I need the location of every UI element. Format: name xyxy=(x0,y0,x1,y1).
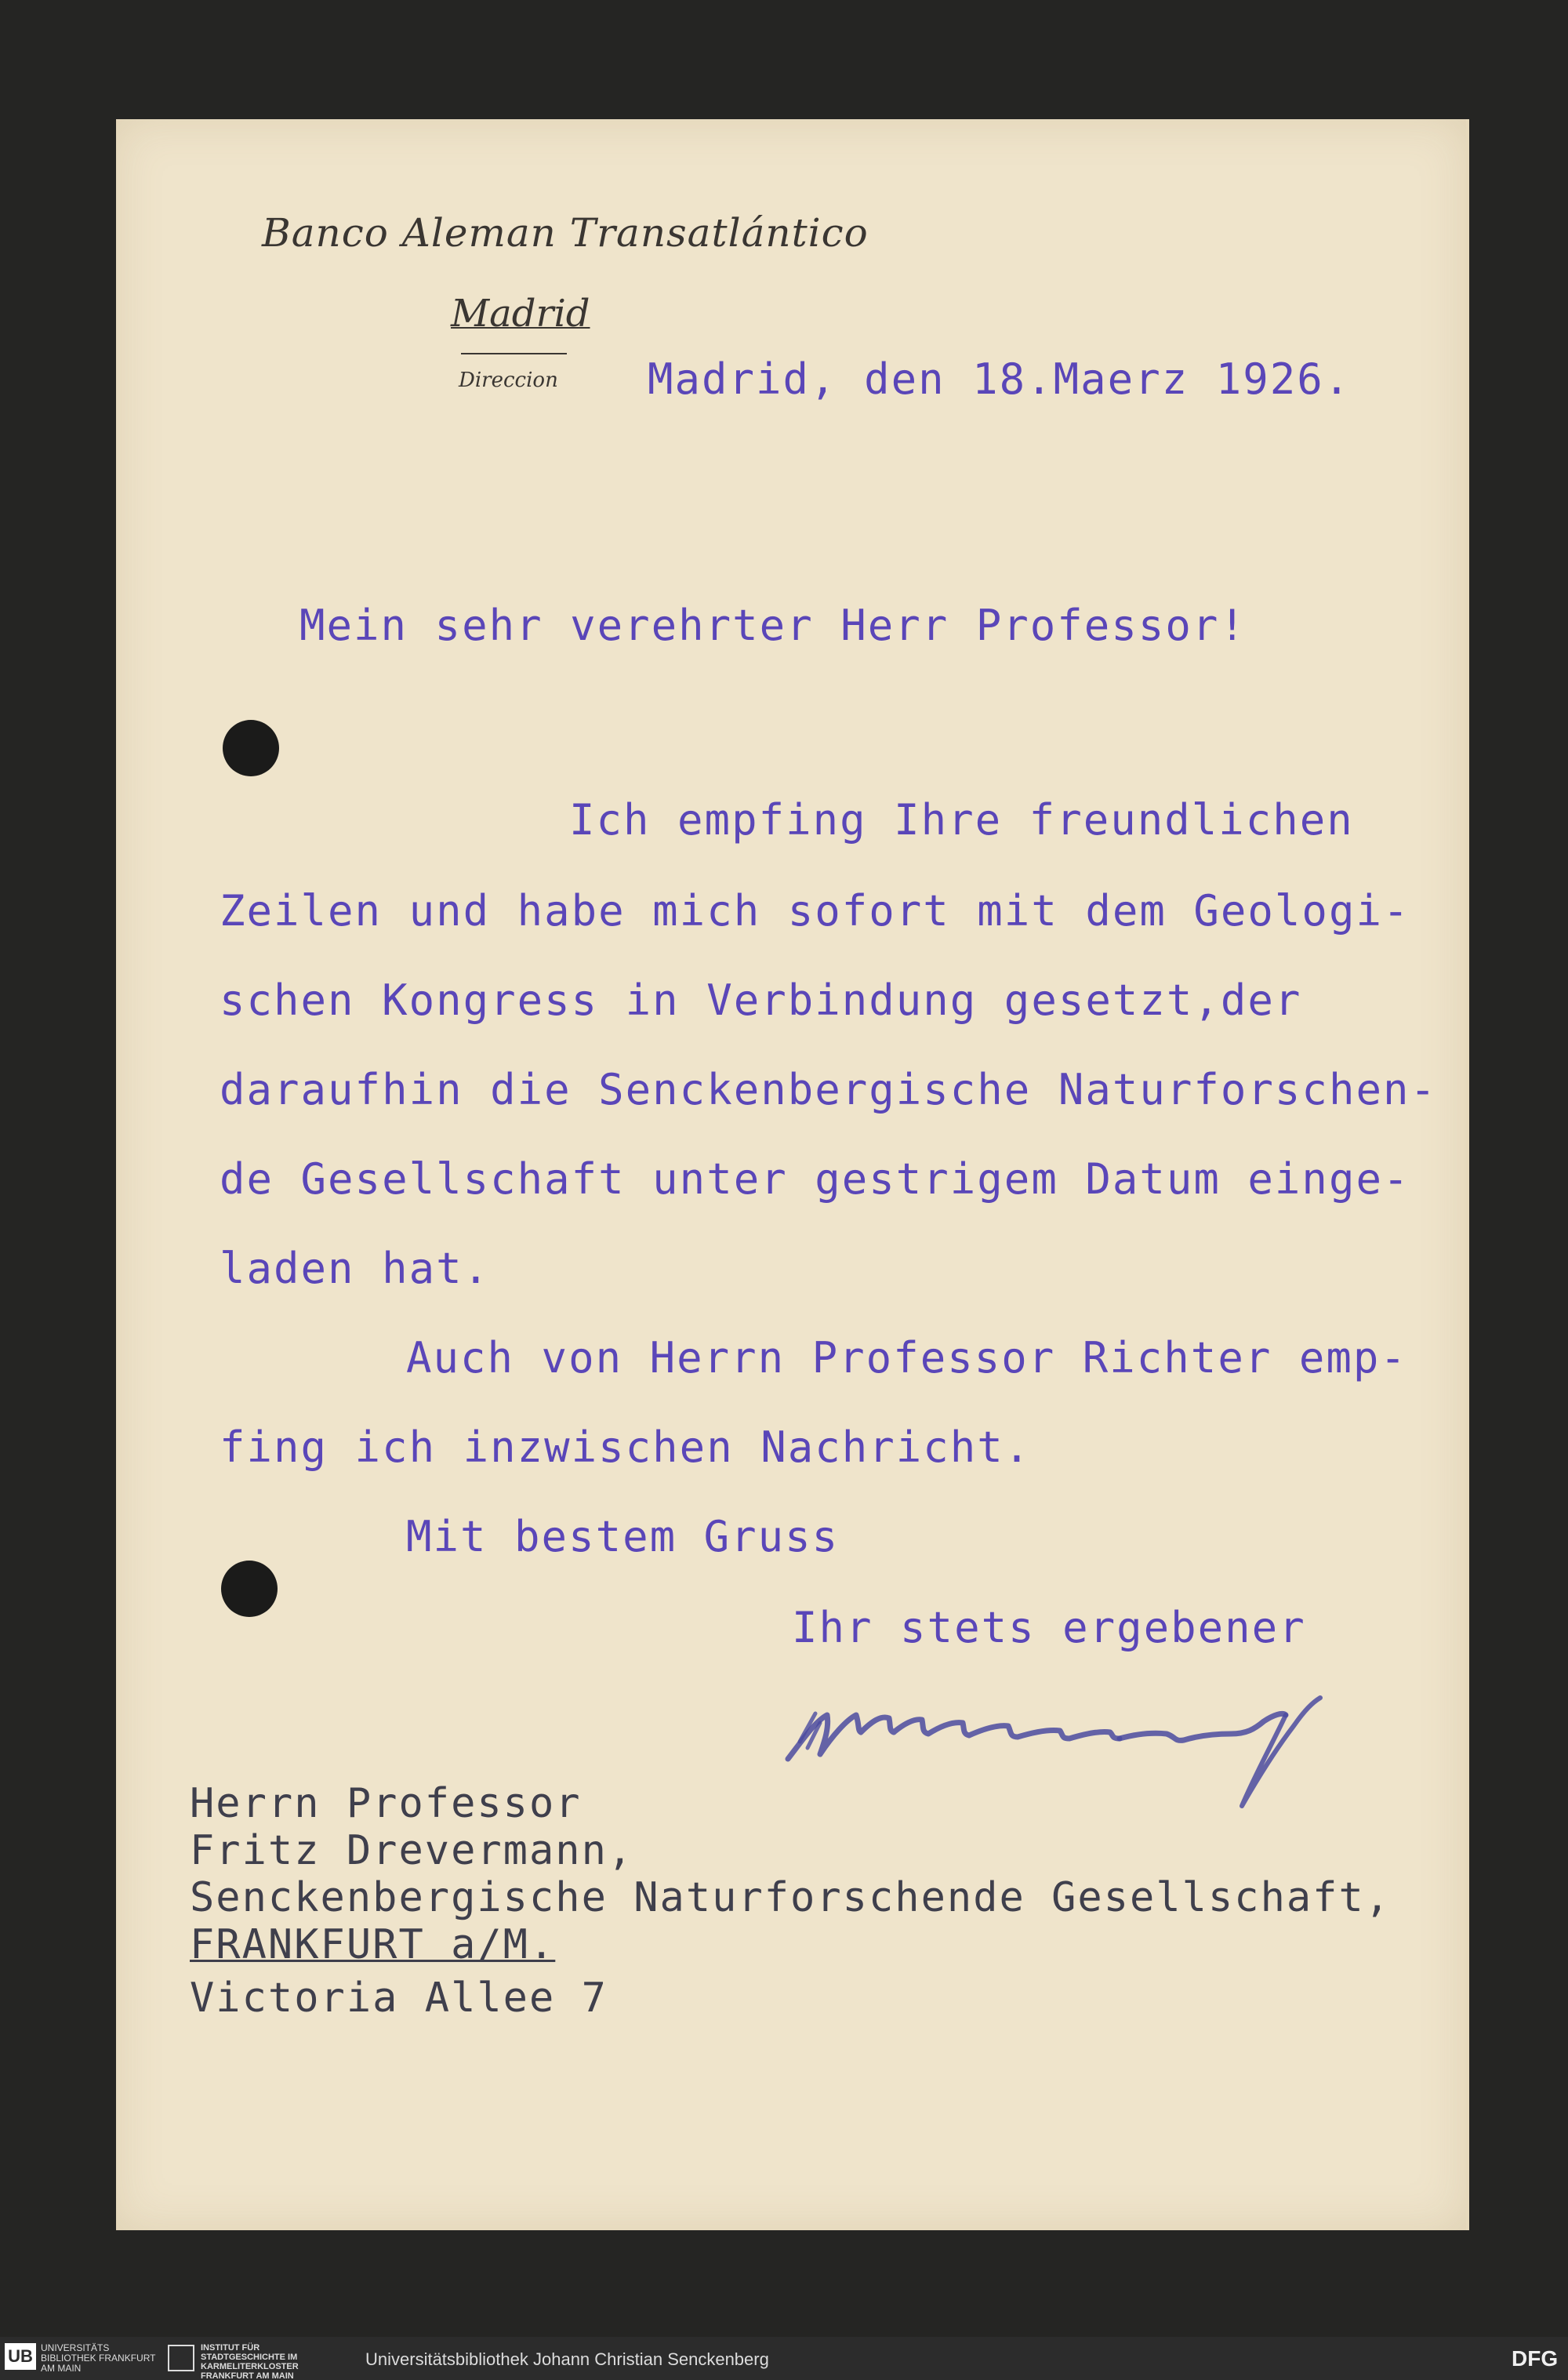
body-line-5: de Gesellschaft unter gestrigem Datum einge- xyxy=(220,1154,1410,1204)
salutation: Mein sehr verehrter Herr Professor! xyxy=(299,601,1247,650)
closing: Mit bestem Gruss xyxy=(406,1512,840,1561)
body-line-3: schen Kongress in Verbindung gesetzt,der xyxy=(220,976,1302,1025)
institute-name: INSTITUT FÜR STADTGESCHICHTE IM KARMELITERKLOSTER FRANKFURT AM MAIN xyxy=(201,2343,299,2380)
address-line-1: Herrn Professor xyxy=(190,1780,582,1827)
letterhead-city: Madrid xyxy=(451,292,590,336)
footer-bar xyxy=(0,2337,1568,2380)
punch-hole-top xyxy=(223,720,279,776)
address-line-3: Senckenbergische Naturforschende Gesellschaft, xyxy=(190,1874,1392,1921)
ub-logo-icon: UB xyxy=(5,2343,36,2370)
letterhead-rule xyxy=(461,353,567,354)
address-line-2: Fritz Drevermann, xyxy=(190,1827,634,1874)
body-line-2: Zeilen und habe mich sofort mit dem Geologi- xyxy=(220,886,1410,936)
institute-logo-icon xyxy=(168,2345,194,2371)
body-line-6: laden hat. xyxy=(220,1244,491,1293)
dfg-logo: DFG xyxy=(1512,2346,1559,2371)
body-line-8: fing ich inzwischen Nachricht. xyxy=(220,1423,1032,1472)
punch-hole-bottom xyxy=(221,1561,278,1617)
address-line-5: Victoria Allee 7 xyxy=(190,1975,608,2022)
handwritten-signature xyxy=(784,1666,1396,1823)
body-line-4: daraufhin die Senckenbergische Naturforschen- xyxy=(220,1065,1437,1114)
signoff: Ihr stets ergebener xyxy=(792,1603,1306,1652)
body-line-7: Auch von Herrn Professor Richter emp- xyxy=(406,1333,1407,1383)
ub-name: UNIVERSITÄTS BIBLIOTHEK FRANKFURT AM MAIN xyxy=(41,2342,156,2374)
body-line-1: Ich empfing Ihre freundlichen xyxy=(569,795,1354,845)
letterhead-department: Direccion xyxy=(459,369,558,392)
address-line-4: FRANKFURT a/M. xyxy=(190,1921,556,1968)
library-name: Universitätsbibliothek Johann Christian Senckenberg xyxy=(365,2349,769,2369)
date-line: Madrid, den 18.Maerz 1926. xyxy=(648,354,1352,404)
letterhead-bank-name: Banco Aleman Transatlántico xyxy=(262,210,869,256)
